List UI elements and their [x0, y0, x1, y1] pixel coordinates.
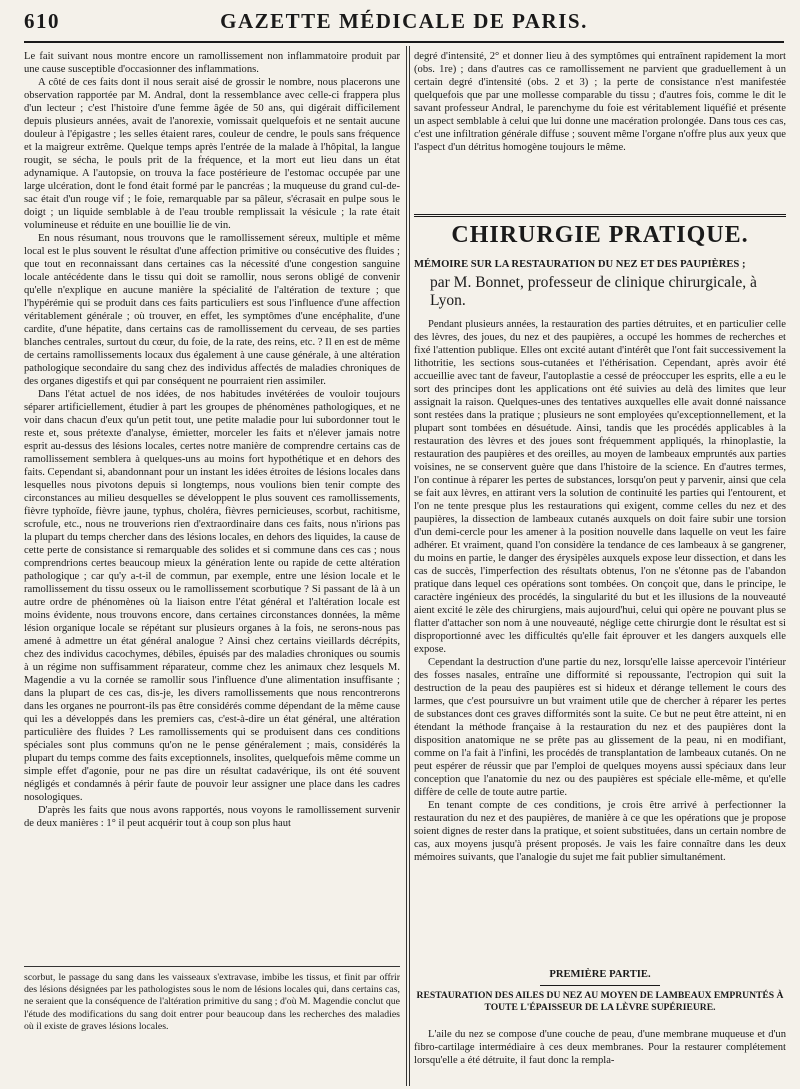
part-title: PREMIÈRE PARTIE. [549, 969, 651, 980]
paragraph: A côté de ces faits dont il nous serait aisé de grossir le nombre, nous placerons une observation rapportée par M. Andral, dont la ressemblance avec celle-ci frappera plus d'un lecteur ; c'est l'histoire d'une femme âgée de 50 ans, qui digérait difficilement depuis plusieurs années, avait de l'anorexie, vomissait quelquefois et ne sentait aucune douleur à l'épigastre ; les selles étaient rares, couleur de cendre, le pouls sans fréquence et la maigreur extrême. Quelque temps après l'entrée de la malade à l'hôpital, la langue rougit, se sécha, le pouls prit de la fréquence, et la mort eut lieu dans un état adynamique. A l'autopsie, on trouva la face postérieure de l'estomac occupée par une large ulcération, dont le fond était formé par le pancréas ; la muqueuse du grand cul-de-sac était d'un rouge vif ; le foie, remarquable par sa pâleur, s'écrasait en pulpe sous le doigt ; un liquide semblable à de l'eau trouble remplissait la vésicule ; la rate était volumineuse et réduite en une bouillie lie de vin. [24, 77, 400, 231]
paragraph: Pendant plusieurs années, la restauration des parties détruites, et en particulier celle des lèvres, des joues, du nez et des paupières, a occupé les hommes de recherches et fixé l'attention publique. Elles ont excité autant d'intérêt que l'ont fait successivement la lithotritie, les sections sous-cutanées et l'éthérisation. Cependant, après avoir été accueillie avec tant de faveur, l'autoplastie a cessé de préoccuper les esprits, elle a eu le sort des principes dont les applications ont été suivies au delà des limites que leur assignait la raison. Quelques-unes des tentatives auxquelles elle avait donné naissance sont restées dans la pratique ; plusieurs ne sont employées qu'exceptionnellement, et la plupart sont tombées en désuétude. Ainsi, tandis que les procédés applicables à la restauration des lèvres et des joues sont fréquemment appliqués, la rhinoplastie, la restauration des paupières et des oreilles, au moyen de lambeaux empruntés aux parties voisines, ne se conservent guère que dans l'histoire de la science. En d'autres termes, l'on continue à réparer les pertes de substances, lorsqu'on peut y parvenir, ainsi que cela se fait aux lèvres, en attirant vers la solution de continuité les parties qui l'entourent, et l'on ne tente presque plus les restaurations qui exigent, comme celles du nez et des paupières, la dissection de lambeaux cutanés auxquels on doit faire subir une torsion d'un demi-cercle pour les amener à la position nouvelle dans laquelle on veut les faire adhérer. Et vraiment, quand l'on considère la tendance de ces lambeaux à se gangrener, du moins en partie, le danger des érysipèles auxquels expose leur dissection, et dans les cas de succès, l'imperfection des résultats obtenus, l'on ne s'étonne pas de l'abandon pratique dans lequel ces opérations sont tombées. On conçoit que, dans le principe, le caractère ingénieux des procédés, la singularité du but et les illusions de la nouveauté aient excité le zèle des chirurgiens, mais aujourd'hui, celui qui opère ne pouvant plus se flatter d'attacher son nom à une nouveauté, néglige cette chirurgie dont le résultat est si disproportionné avec les difficultés qu'elle fait éprouver et les dangers auxquels elle expose. [414, 319, 786, 655]
paragraph: En nous résumant, nous trouvons que le ramollissement séreux, multiple et même local est le plus souvent le résultat d'une affection primitive ou consécutive des fluides ; que tout en reconnaissant dans certaines cas la nécessité d'une congestion sanguine locale antécédente dans le tissu qui doit se ramollir, nous serons obligé de convenir qu'elle n'explique en aucune manière la spécialité de l'altération de texture ; que l'hypérémie qui se produit dans ces faits particuliers est sous l'influence d'une affection véritablement générale ; où trouver, en effet, les symptômes d'une encéphalite, d'une cardite, d'une hépatite, dans certains cas de ramollissement du cerveau, de ses parties blanches centrales, surtout du cœur, du foie, de la rate, des reins, etc. ? Il en est de même de certains ramollissements locaux dus également à une cause générale, à une altération pathologique secondaire du sang chez des individus affectés de maladies chroniques de des organes digestifs et qui par conséquent ne pourraient rien assimiler. [24, 233, 400, 387]
page-header [24, 0, 784, 40]
part-rule [540, 985, 660, 986]
part-subtitle: RESTAURATION DES AILES DU NEZ AU MOYEN DE LAMBEAUX EMPRUNTÉS À TOUTE L'ÉPAISSEUR DE LA LÈVRE SUPÉRIEURE. [416, 990, 784, 1013]
journal-title: GAZETTE MÉDICALE DE PARIS. [220, 9, 588, 33]
article-title: MÉMOIRE SUR LA RESTAURATION DU NEZ ET DES PAUPIÈRES ; [414, 259, 746, 270]
paragraph: Dans l'état actuel de nos idées, de nos habitudes invétérées de vouloir toujours séparer artificiellement, étudier à part les groupes de phénomènes pathologiques, et ne voir dans chacun d'eux qu'un petit tout, une petite maladie pour lui subordonner tout le reste et, sous prétexte d'analyse, émietter, morceler les faits et n'élever jamais notre esprit au-dessus des lésions locales, certes notre manière de comprendre certains cas de ramollissement semblera à quelques-uns au moins fort hypothétique et en dehors des faits. Cependant si, abandonnant pour un instant les idées étroites de lésions locales dans lesquelles nous pivotons depuis si longtemps, nous voulions bien tenir compte des circonstances au milieu desquelles se développent le plus souvent ces ramollissements, fièvre typhoïde, fièvre jaune, typhus, choléra, fièvres pernicieuses, scorbut, rachitisme, scrofule, etc., nous ne trouverions rien d'extraordinaire dans ces faits, nous n'irions pas la plupart du temps chercher dans des lésions locales, en dehors des liquides, la cause de cette perte de consistance si remarquable des solides et si commune dans ces cas ; nous comprendrions certes beaucoup mieux la génération lente ou rapide de cette altération pathologique ; car qu'y a-t-il de commun, par exemple, entre une lésion locale et le ramollissement du tissu osseux ou le ramollissement scorbutique ? Si passant de là à un autre ordre de phénomènes où la liaison entre l'état général et l'altération locale est moins évidente, nous trouvons encore, dans certaines circonstances données, la même lésion organique locale se répétant sur plusieurs organes à la fois, ne serons-nous pas amené à admettre un état général analogue ? Ainsi chez certains vieillards décrépits, chez des individus cacochymes, débiles, épuisés par des maladies chroniques ou soumis à un régime non suffisamment réparateur, comme chez les animaux chez lesquels M. Magendie a vu la cornée se ramollir sous l'influence d'une alimentation insuffisante ; dans la plupart de ces cas, dis-je, les divers ramollissements que nous rencontrerons dans les organes ne pourront-ils pas être considérés comme dépendant de la même cause qui les a développés dans les premiers cas, c'est-à-dire un état général, une altération particulière des fluides ? Les ramollissements qui se produisent dans ces conditions spéciales sont plus communs qu'on ne le pense généralement ; mais, considérés la plupart du temps comme des faits exceptionnels, insolites, quelquefois même comme un simple effet d'agonie, pour ne pas dire un résultat cadavérique, ils ont été souvent négligés et condamnés à périr faute de pouvoir leur assigner une place dans les cadres nosologiques. [24, 389, 400, 803]
section-rule [414, 214, 786, 217]
article-author: par M. Bonnet, professeur de clinique chirurgicale, à Lyon. [430, 274, 757, 309]
paragraph: Le fait suivant nous montre encore un ramollissement non inflammatoire produit par une cause susceptible d'occasionner des inflammations. [24, 51, 400, 75]
column-divider [406, 46, 407, 1086]
article-body [414, 318, 786, 864]
paragraph: L'aile du nez se compose d'une couche de peau, d'une membrane muqueuse et d'un fibro-cartilage intermédiaire à ces deux membranes. Pour la restaurer complétement lorsqu'elle a été détruite, il faut donc la rempla- [414, 1029, 786, 1066]
footnote-rule [24, 966, 400, 967]
column-divider-inner [409, 46, 410, 1086]
header-rule [24, 41, 784, 43]
section-title: CHIRURGIE PRATIQUE. [451, 222, 749, 248]
right-column-continuation [414, 50, 786, 154]
footnote-text: scorbut, le passage du sang dans les vaisseaux s'extravase, imbibe les tissus, et finit par offrir des lésions désignées par les pathologistes sous le nom de lésions locales qui, dans certains cas, ne seraient que la conséquence de l'altération primitive du sang ; d'où M. Magendie conclut que l'étude des modifications du sang doit entrer pour beaucoup dans les recherches des maladies où il existe de graves lésions locales. [24, 972, 400, 1032]
footnote [24, 972, 400, 1033]
left-column [24, 50, 400, 830]
part-heading [414, 968, 786, 1014]
paragraph: En tenant compte de ces conditions, je crois être arrivé à perfectionner la restauration du nez et des paupières, de manière à ce que les opérations que je propose soient dignes de rester dans la pratique, et soient substituées, dans un certain nombre de cas, aux moyens jusqu'à présent proposés. Je vais les faire connaître dans les deux mémoires suivants, que l'analogie du sujet me fait publier simultanément. [414, 800, 786, 863]
paragraph: degré d'intensité, 2° et donner lieu à des symptômes qui entraînent rapidement la mort (obs. 1re) ; dans d'autres cas ce ramollissement ne parvient que graduellement à un certain degré d'intensité (obs. 2 et 3) ; la perte de consistance n'est manifestée quelquefois que par une mollesse comparable du tissu ; d'autres fois, comme le dit le savant professeur Andral, le parenchyme du foie est véritablement liquéfié et présente un aspect semblable à celui que lui donne une macération prolongée. Dans tous ces cas, c'est une infiltration générale diffuse ; souvent même l'organe n'offre plus aux yeux que l'aspect d'un détritus homogène toujours le même. [414, 51, 786, 153]
paragraph: D'après les faits que nous avons rapportés, nous voyons le ramollissement survenir de deux manières : 1° il peut acquérir tout à coup son plus haut [24, 805, 400, 829]
article-heading [414, 258, 786, 310]
page-number: 610 [24, 9, 60, 33]
paragraph: Cependant la destruction d'une partie du nez, lorsqu'elle laisse apercevoir l'intérieur des fosses nasales, entraîne une difformité si repoussante, l'ectropion qui suit la destruction de la peau des paupières est si hideux et dérange tellement le cours des larmes, que c'est poursuivre un but vraiment utile que de chercher à réparer les pertes de substances dont ces graves difformités sont la suite. Ce but ne peut être atteint, ni en étendant la méthode française à la restauration du nez et des paupières dont la disposition anatomique ne se prête pas au glissement de la peau, ni en modifiant, comme on l'a fait à l'infini, les procédés de transplantation de lambeaux cutanés. On ne peut espérer de réussir que par l'emploi de quelques moyens aussi spéciaux dans leur conception que l'anatomie du nez ou des paupières est spéciale elle-même, et qu'elle diffère de celle de toute autre partie. [414, 657, 786, 798]
part-body [414, 1028, 786, 1067]
